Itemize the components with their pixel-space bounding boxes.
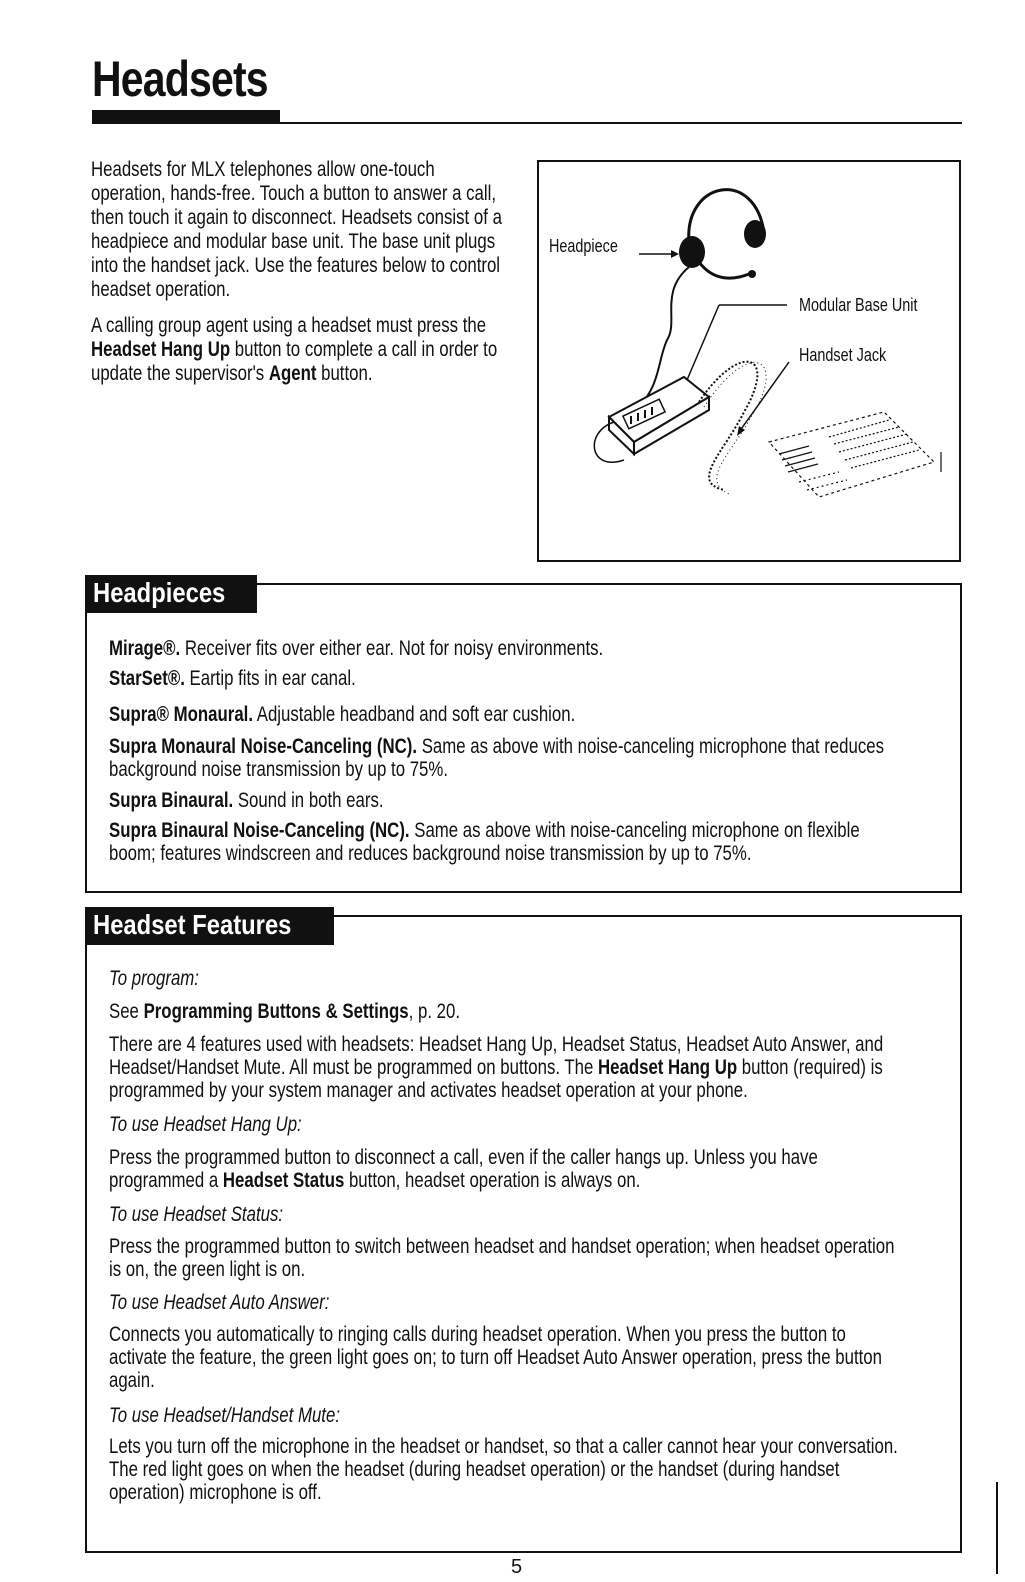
- headset-status-term: Headset Status: [222, 1169, 345, 1192]
- headset-features-section: [85, 909, 962, 1553]
- intro-paragraph: Headsets for MLX telephones allow one-touch operation, hands-free. Touch a button to answer a call, then touch it again to disconnect. Headsets consist of a headpiece and modular base unit. The base unit plugs into the handset jack. Use the features below to control headset operation.: [91, 158, 502, 301]
- page-title: Headsets: [92, 51, 268, 107]
- margin-mark: [996, 1482, 998, 1574]
- headpiece-item: Supra® Monaural. Adjustable headband and soft ear cushion.: [109, 703, 576, 726]
- headset-hang-up-term: Headset Hang Up: [91, 338, 231, 361]
- mute-text: Lets you turn off the microphone in the headset or handset, so that a caller cannot hear your conversation. The red light goes on when the headset (during headset operation) or the handset (during handset operation) microphone is off.: [109, 1435, 898, 1504]
- section-heading: Headpieces: [85, 575, 257, 613]
- auto-answer-label: To use Headset Auto Answer:: [109, 1291, 330, 1314]
- headpiece-label: Headpiece: [549, 236, 618, 256]
- page-number: 5: [511, 1556, 523, 1578]
- program-label: To program:: [109, 967, 199, 990]
- hang-up-text: Press the programmed button to disconnect a call, even if the caller hangs up. Unless you have programmed a Headset Status button, headset operation is always on.: [109, 1146, 818, 1192]
- status-text: Press the programmed button to switch between headset and handset operation; when headset operation is on, the green light is on.: [109, 1235, 895, 1281]
- auto-answer-text: Connects you automatically to ringing calls during headset operation. When you press the button to activate the feature, the green light goes on; to turn off Headset Auto Answer operation, press the button again.: [109, 1323, 882, 1392]
- headset-hang-up-term: Headset Hang Up: [598, 1056, 738, 1079]
- headset-drawing: [539, 162, 959, 560]
- headpieces-section: [85, 577, 962, 893]
- headpiece-item: Supra Binaural. Sound in both ears.: [109, 789, 384, 812]
- features-intro: There are 4 features used with headsets: Headset Hang Up, Headset Status, Headset Auto Answer, and Headset/Handset Mute. All must be programmed on buttons. The Headset Hang Up button (required) is programmed by your system manager and activates headset operation at your phone.: [109, 1033, 884, 1102]
- status-label: To use Headset Status:: [109, 1203, 284, 1226]
- title-rule: [92, 122, 962, 124]
- hang-up-label: To use Headset Hang Up:: [109, 1113, 302, 1136]
- headpiece-item: StarSet®. Eartip fits in ear canal.: [109, 667, 356, 690]
- section-heading: Headset Features: [85, 907, 334, 945]
- title-underline-bar: [92, 110, 280, 122]
- agent-term: Agent: [268, 362, 317, 385]
- headset-illustration: [537, 160, 961, 562]
- agent-note-paragraph: A calling group agent using a headset must press the Headset Hang Up button to complete a call in order to update the supervisor's Agent button.: [91, 314, 498, 385]
- headpiece-item: Supra Monaural Noise-Canceling (NC). Same as above with noise-canceling microphone that reduces background noise transmission by up to 75%.: [109, 735, 884, 781]
- modular-base-unit-label: Modular Base Unit: [799, 295, 918, 315]
- headpiece-item: Mirage®. Receiver fits over either ear. Not for noisy environments.: [109, 637, 604, 660]
- programming-buttons-reference: Programming Buttons & Settings: [143, 1000, 409, 1023]
- program-instruction: See Programming Buttons & Settings, p. 20.: [109, 1000, 461, 1023]
- mute-label: To use Headset/Handset Mute:: [109, 1404, 340, 1427]
- headpiece-item: Supra Binaural Noise-Canceling (NC). Same as above with noise-canceling microphone on flexible boom; features windscreen and reduces background noise transmission by up to 75%.: [109, 819, 860, 865]
- handset-jack-label: Handset Jack: [799, 345, 887, 365]
